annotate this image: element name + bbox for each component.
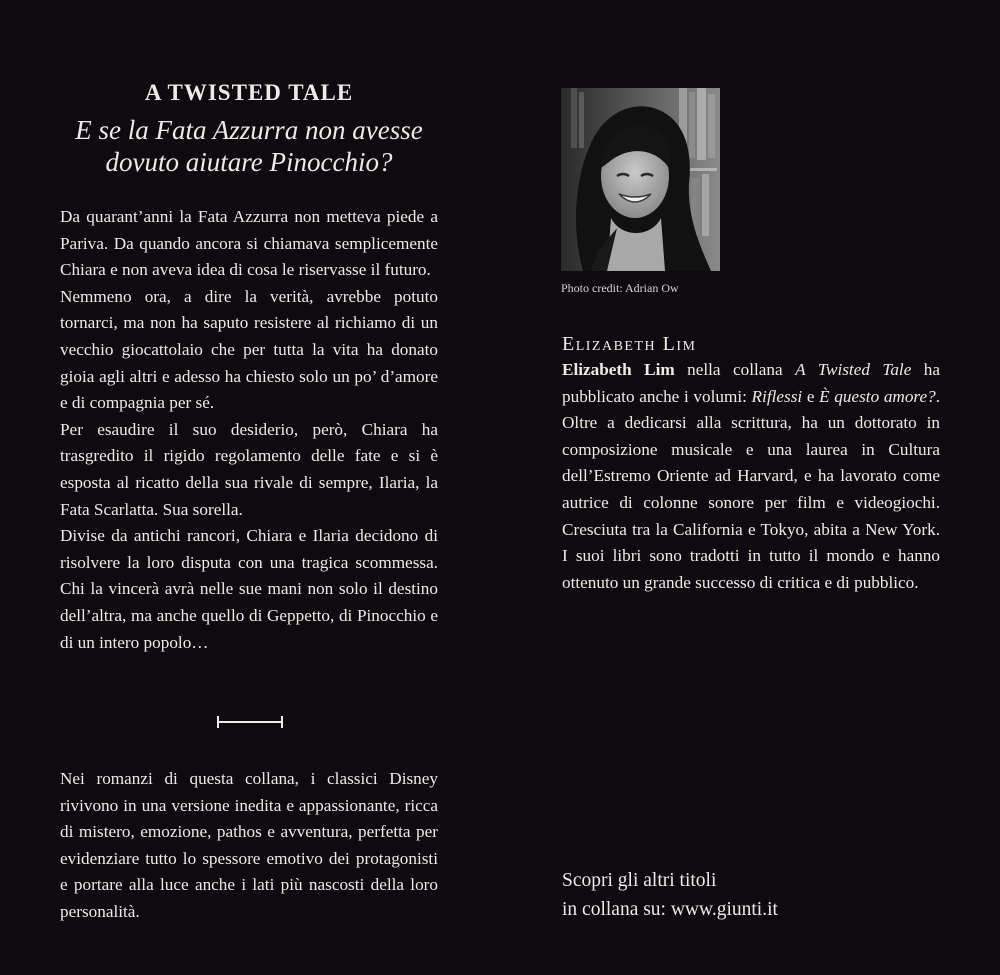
tagline-line-1: E se la Fata Azzurra non avesse xyxy=(75,115,423,145)
bio-text: nella collana xyxy=(674,360,796,379)
synopsis-paragraph: Da quarant’anni la Fata Azzurra non metteva piede a Pariva. Da quando ancora si chiamava semplicemente Chiara e non aveva idea di cosa le riservasse il futuro. xyxy=(60,207,438,280)
discover-line-2: in collana su: www.giunti.it xyxy=(562,899,778,920)
discover-more xyxy=(562,866,940,924)
author-name: Elizabeth Lim xyxy=(562,333,697,355)
bio-text: . Oltre a dedicarsi alla scrittura, ha un dottorato in composizione musicale e una laurea in Cultura dell’Estremo Oriente ad Harvard, e ha lavorato come autrice di colonne sonore per film e videogiochi. Cresciuta tra la California e Tokyo, abita a New York. I suoi libri sono tradotti in tutto il mondo e hanno ottenuto un grande successo di critica e di pubblico. xyxy=(562,386,940,592)
synopsis xyxy=(60,204,438,656)
synopsis-paragraph: Nemmeno ora, a dire la verità, avrebbe potuto tornarci, ma non ha saputo resistere al richiamo di un vecchio giocattolaio che per tutta la vita ha donato gioia agli altri e adesso ha chiesto solo un po’ d’amore e di compagnia per sé. xyxy=(60,286,438,413)
series-description: Nei romanzi di questa collana, i classici Disney rivivono in una versione inedita e appassionante, ricca di mistero, emozione, pathos e avventura, perfetta per evidenziare tutto lo spessore emotivo dei protagonisti e portare alla luce anche i lati più nascosti della loro personalità. xyxy=(60,769,438,921)
tagline-line-2: dovuto aiutare Pinocchio? xyxy=(105,147,393,177)
bio-text: ha pubblicato anche i volumi: xyxy=(562,360,941,406)
bio-book-title: È questo amore? xyxy=(819,386,936,406)
series-title: A TWISTED TALE xyxy=(144,80,354,105)
discover-line-1: Scopri gli altri titoli xyxy=(562,870,717,891)
divider-bar xyxy=(217,721,283,723)
photo-credit: Photo credit: Adrian Ow xyxy=(561,281,679,295)
author-bio xyxy=(562,357,940,596)
back-cover-left-column xyxy=(60,78,438,656)
bio-text: e xyxy=(802,386,820,406)
author-photo xyxy=(561,88,720,271)
synopsis-paragraph: Divise da antichi rancori, Chiara e Ilaria decidono di risolvere la loro disputa con una tragica scommessa. Chi la vincerà avrà nelle sue mani non solo il destino dell’altra, ma anche quello di Geppetto, di Pinocchio e di un intero popolo… xyxy=(60,526,438,652)
section-divider xyxy=(217,716,283,728)
tagline xyxy=(60,114,438,178)
author-section xyxy=(562,331,940,596)
divider-cap-right xyxy=(281,716,283,728)
synopsis-paragraph: Per esaudire il suo desiderio, però, Chiara ha trasgredito il rigido regolamento delle fate e si è esposta al ricatto della sua rivale di sempre, Ilaria, la Fata Scarlatta. Sua sorella. xyxy=(60,419,438,519)
author-photo-image xyxy=(561,88,720,271)
bio-author-name: Elizabeth Lim xyxy=(562,360,675,379)
bio-book-title: Riflessi xyxy=(751,386,803,406)
bio-series-title: A Twisted Tale xyxy=(795,360,912,379)
